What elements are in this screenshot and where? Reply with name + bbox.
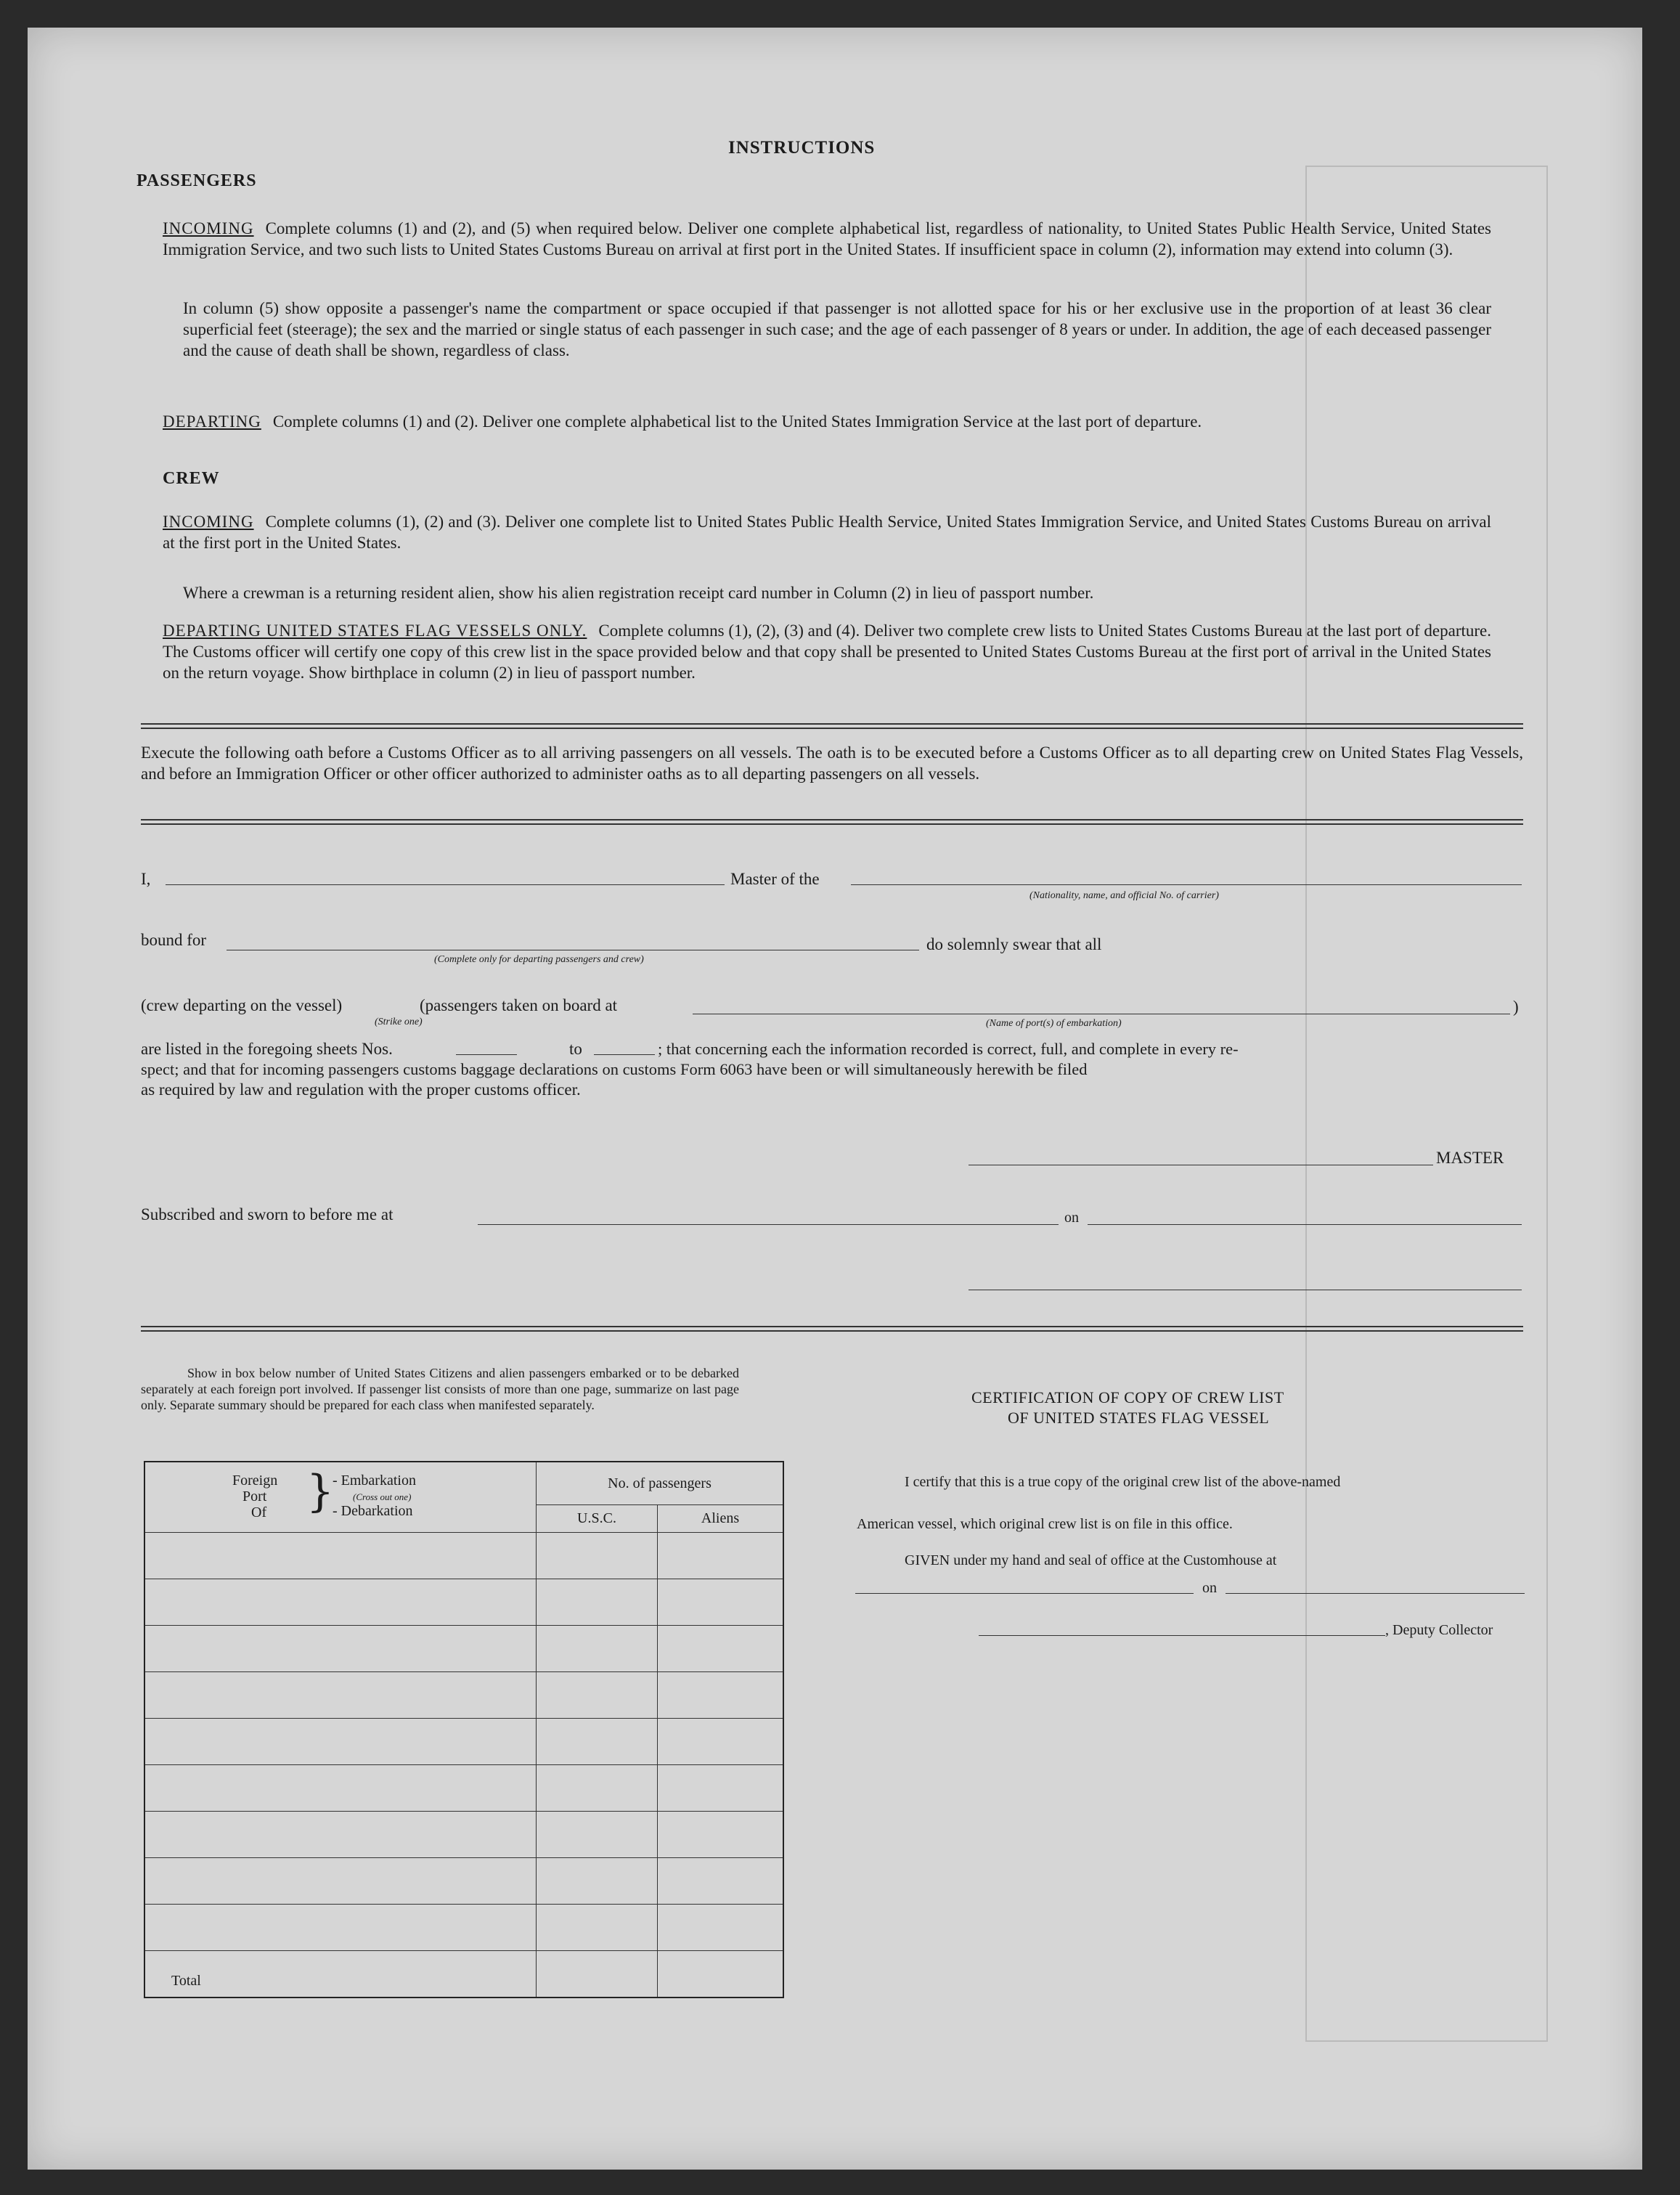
port-cell[interactable] bbox=[144, 1812, 537, 1858]
aliens-cell[interactable] bbox=[658, 1718, 784, 1764]
passengers-heading: PASSENGERS bbox=[136, 171, 257, 190]
oath-crew-departing: (crew departing on the vessel) bbox=[141, 996, 343, 1014]
port-caption: (Name of port(s) of embarkation) bbox=[986, 1018, 1122, 1029]
passengers-column5-paragraph: In column (5) show opposite a passenger's name the compartment or space occupied if that passenger is not allotted space for his or her exclusive use in the proportion of at least 36 clear superficial feet (steerage); the sex and the married or single status of each passenger in such case; and the age of each passenger of 8 years or under. In addition, the age of each deceased passenger and the cause of death shall be shown, regardless of class. bbox=[183, 299, 1491, 359]
usc-cell[interactable] bbox=[537, 1625, 658, 1671]
oath-passengers-taken: (passengers taken on board at bbox=[420, 996, 618, 1014]
sheet-from-field[interactable] bbox=[456, 1054, 517, 1055]
aliens-cell[interactable] bbox=[658, 1532, 784, 1579]
deputy-signature-field[interactable] bbox=[979, 1635, 1385, 1636]
oath-close-paren: ) bbox=[1513, 998, 1519, 1016]
sworn-date-field[interactable] bbox=[1088, 1224, 1522, 1225]
crew-alien-paragraph: Where a crewman is a returning resident alien, show his alien registration receipt card number in Column (2) in lieu of passport number. bbox=[183, 584, 1094, 602]
carrier-caption: (Nationality, name, and official No. of carrier) bbox=[1029, 890, 1219, 901]
sworn-location-field[interactable] bbox=[478, 1224, 1059, 1225]
usc-header: U.S.C. bbox=[537, 1505, 658, 1533]
subscribed-label: Subscribed and sworn to before me at bbox=[141, 1205, 394, 1223]
cert-title-line2: OF UNITED STATES FLAG VESSEL bbox=[1008, 1409, 1270, 1427]
foreign-label: Foreign bbox=[232, 1473, 278, 1489]
port-cell[interactable] bbox=[144, 1905, 537, 1951]
port-label: Port bbox=[242, 1489, 267, 1504]
usc-cell[interactable] bbox=[537, 1812, 658, 1858]
oath-listed-to: to bbox=[569, 1040, 582, 1058]
embarkation-label: - Embarkation bbox=[333, 1473, 416, 1489]
oath-bound-for-label: bound for bbox=[141, 931, 207, 949]
port-cell[interactable] bbox=[144, 1625, 537, 1671]
crew-departing-text: Complete columns (1), (2), (3) and (4). Deliver two complete crew lists to United States Customs Bureau at the last port of departure. The Customs officer will certify one copy of this crew list in the space provided below and that copy shall be presented to United States Customs Bureau at the first port of arrival in the United States on the return voyage. Show birthplace in column (2) in lieu of passport number. bbox=[163, 622, 1492, 682]
port-cell[interactable] bbox=[144, 1579, 537, 1625]
section-divider bbox=[141, 1326, 1523, 1332]
total-label-cell bbox=[144, 1951, 537, 1998]
debarkation-label: - Debarkation bbox=[333, 1503, 413, 1519]
cert-line1: I certify that this is a true copy of the original crew list of the above-named bbox=[905, 1474, 1341, 1490]
port-cell[interactable] bbox=[144, 1718, 537, 1764]
usc-cell[interactable] bbox=[537, 1765, 658, 1812]
crew-departing-lead: DEPARTING UNITED STATES FLAG VESSELS ONLY. bbox=[163, 622, 587, 640]
summary-instruction: Show in box below number of United States Citizens and alien passengers embarked or to be debarked separately at each foreign port involved. If passenger list consists of more than one page, summarize on last page only. Separate summary should be prepared for each class when manifested separately. bbox=[141, 1366, 739, 1412]
oath-listed-d: as required by law and regulation with the proper customs officer. bbox=[141, 1080, 581, 1099]
cross-out-caption: (Cross out one) bbox=[353, 1491, 412, 1502]
oath-master-of-label: Master of the bbox=[730, 870, 820, 888]
usc-cell[interactable] bbox=[537, 1858, 658, 1905]
cert-line2: American vessel, which original crew list is on file in this office. bbox=[857, 1516, 1233, 1532]
oath-listed-b: ; that concerning each the information recorded is correct, full, and complete in every re- bbox=[658, 1040, 1239, 1058]
oath-listed-a: are listed in the foregoing sheets Nos. bbox=[141, 1040, 393, 1058]
sheet-to-field[interactable] bbox=[594, 1054, 655, 1055]
aliens-header: Aliens bbox=[658, 1505, 784, 1533]
cert-date-field[interactable] bbox=[1226, 1593, 1525, 1594]
total-label: Total bbox=[171, 1973, 201, 1989]
crew-heading: CREW bbox=[163, 469, 220, 488]
master-label: MASTER bbox=[1436, 1149, 1504, 1167]
aliens-cell[interactable] bbox=[658, 1812, 784, 1858]
aliens-cell[interactable] bbox=[658, 1671, 784, 1718]
port-cell[interactable] bbox=[144, 1532, 537, 1579]
oath-instruction: Execute the following oath before a Customs Officer as to all arriving passengers on all vessels. The oath is to be executed before a Customs Officer as to all departing crew on United States Flag Vessels, and before an Immigration Officer or other officer authorized to administer oaths as to all departing passengers on all vessels. bbox=[141, 744, 1523, 783]
usc-cell[interactable] bbox=[537, 1532, 658, 1579]
port-summary-table bbox=[144, 1461, 784, 1998]
usc-cell[interactable] bbox=[537, 1579, 658, 1625]
usc-cell[interactable] bbox=[537, 1718, 658, 1764]
total-usc-cell[interactable] bbox=[537, 1951, 658, 1998]
aliens-cell[interactable] bbox=[658, 1905, 784, 1951]
passengers-incoming-text: Complete columns (1) and (2), and (5) when required below. Deliver one complete alphabetical list, regardless of nationality, to United States Public Health Service, United States Immigration Service, and two such lists to United States Customs Bureau on arrival at first port in the United States. If insufficient space in column (2), information may extend into column (3). bbox=[163, 219, 1491, 258]
deputy-label: , Deputy Collector bbox=[1385, 1622, 1493, 1638]
cert-line3: GIVEN under my hand and seal of office at the Customhouse at bbox=[905, 1552, 1277, 1568]
usc-cell[interactable] bbox=[537, 1671, 658, 1718]
aliens-cell[interactable] bbox=[658, 1858, 784, 1905]
carrier-field[interactable] bbox=[851, 884, 1522, 885]
port-cell[interactable] bbox=[144, 1671, 537, 1718]
passengers-incoming-paragraph bbox=[163, 218, 1491, 260]
page-title: INSTRUCTIONS bbox=[728, 138, 876, 158]
passengers-departing-text: Complete columns (1) and (2). Deliver one complete alphabetical list to the United States Immigration Service at the last port of departure. bbox=[272, 412, 1202, 431]
total-aliens-cell[interactable] bbox=[658, 1951, 784, 1998]
form-page bbox=[28, 28, 1642, 2170]
cert-title-line1: CERTIFICATION OF COPY OF CREW LIST bbox=[971, 1388, 1284, 1406]
bleed-through-box bbox=[1305, 166, 1548, 2042]
customhouse-field[interactable] bbox=[855, 1593, 1194, 1594]
aliens-cell[interactable] bbox=[658, 1625, 784, 1671]
aliens-cell[interactable] bbox=[658, 1765, 784, 1812]
crew-incoming-paragraph bbox=[163, 511, 1491, 553]
brace-icon: } bbox=[306, 1466, 335, 1517]
port-cell[interactable] bbox=[144, 1765, 537, 1812]
aliens-cell[interactable] bbox=[658, 1579, 784, 1625]
crew-departing-paragraph bbox=[163, 620, 1491, 683]
master-name-field[interactable] bbox=[166, 884, 725, 885]
port-header-cell bbox=[144, 1462, 537, 1532]
oath-i-label: I, bbox=[141, 870, 151, 888]
strike-caption: (Strike one) bbox=[375, 1017, 423, 1027]
section-divider bbox=[141, 819, 1523, 825]
crew-incoming-text: Complete columns (1), (2) and (3). Deliver one complete list to United States Public Health Service, United States Immigration Service, and United States Customs Bureau on arrival at the first port in the United States. bbox=[163, 513, 1491, 552]
crew-incoming-lead: INCOMING bbox=[163, 513, 254, 531]
of-label: Of bbox=[251, 1504, 267, 1520]
port-cell[interactable] bbox=[144, 1858, 537, 1905]
passengers-incoming-lead: INCOMING bbox=[163, 219, 254, 237]
section-divider bbox=[141, 723, 1523, 729]
sworn-on-label: on bbox=[1064, 1210, 1079, 1226]
passengers-departing-paragraph bbox=[163, 411, 1491, 432]
usc-cell[interactable] bbox=[537, 1905, 658, 1951]
bleed-through-text bbox=[1233, 71, 1240, 90]
passengers-departing-lead: DEPARTING bbox=[163, 412, 261, 431]
bound-caption: (Complete only for departing passengers and crew) bbox=[434, 954, 644, 965]
cert-on-label: on bbox=[1202, 1580, 1217, 1596]
num-passengers-header: No. of passengers bbox=[537, 1462, 784, 1505]
oath-solemnly-text: do solemnly swear that all bbox=[926, 935, 1102, 953]
oath-listed-c: spect; and that for incoming passengers customs baggage declarations on customs Form 6063 have been or will simultaneously herewith be filed bbox=[141, 1060, 1088, 1078]
